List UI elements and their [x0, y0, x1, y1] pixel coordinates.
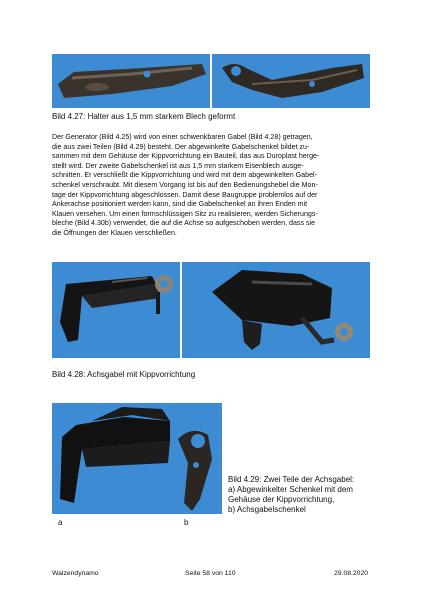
figure-caption-4-29	[228, 475, 354, 515]
photo-axle-fork-parts	[52, 403, 222, 514]
photo-axle-fork-front	[182, 262, 370, 358]
paragraph-line: sammen mit dem Gehäuse der Kippvorrichtung ein Bauteil, das aus Duroplast herge-	[52, 152, 320, 161]
caption-line: Bild 4.29: Zwei Teile der Achsgabel:	[228, 475, 355, 484]
photo-holder-rusty	[52, 54, 210, 108]
paragraph-line: tage der Kippvorrichtung abgeschlossen. Damit diese Baugruppe problemlos auf der	[52, 190, 318, 199]
paragraph-line: stellt wird. Der zweite Gabelschenkel ist aus 1,5 mm starkem Eisenblech ausge-	[52, 161, 304, 170]
paragraph-line: die Öffnungen der Klauen verschließen.	[52, 228, 177, 237]
body-paragraph	[52, 133, 372, 239]
paragraph-line: Ankerachse positioniert werden kann, sind die Gabelschenkel an ihren Enden mit	[52, 200, 308, 209]
caption-line: a) Abgewinkelter Schenkel mit dem	[228, 485, 353, 494]
footer-right: 29.08.2020	[334, 570, 369, 577]
photo-label-a: a	[58, 518, 63, 527]
footer-left: Walzendynamo	[52, 570, 99, 577]
figure-caption-4-27: Bild 4.27: Halter aus 1,5 mm starkem Blech geformt	[52, 112, 236, 121]
paragraph-line: schenkel verschraubt. Mit diesem Vorgang ist bis auf den Bedienungshebel die Mon-	[52, 180, 318, 189]
footer-center: Seite 58 von 110	[185, 570, 236, 577]
paragraph-line: Klauen versehen. Um einen formschlüssigen Sitz zu realisieren, werden Sicherungs-	[52, 209, 318, 218]
paragraph-line: bleche (Bild 4.30b) verwendet, die auf die Achse so aufgeschoben werden, dass sie	[52, 219, 316, 228]
caption-line: b) Achsgabelschenkel	[228, 505, 306, 514]
caption-line: Gehäuse der Kippvorrichtung,	[228, 495, 335, 504]
paragraph-line: schnitten. Er verschließt die Kippvorrichtung und wird mit dem abgewinkelten Gabel-	[52, 171, 317, 180]
photo-holder-bent	[212, 54, 370, 108]
photo-label-b: b	[184, 518, 189, 527]
figure-caption-4-28: Bild 4.28: Achsgabel mit Kippvorrichtung	[52, 370, 196, 379]
photo-axle-fork-side	[52, 262, 180, 358]
paragraph-line: Der Generator (Bild 4.25) wird von einer schwenkbaren Gabel (Bild 4.28) getragen,	[52, 133, 313, 141]
paragraph-line: die aus zwei Teilen (Bild 4.29) besteht. Der abgewinkelte Gabelschenkel bildet zu-	[52, 142, 310, 151]
